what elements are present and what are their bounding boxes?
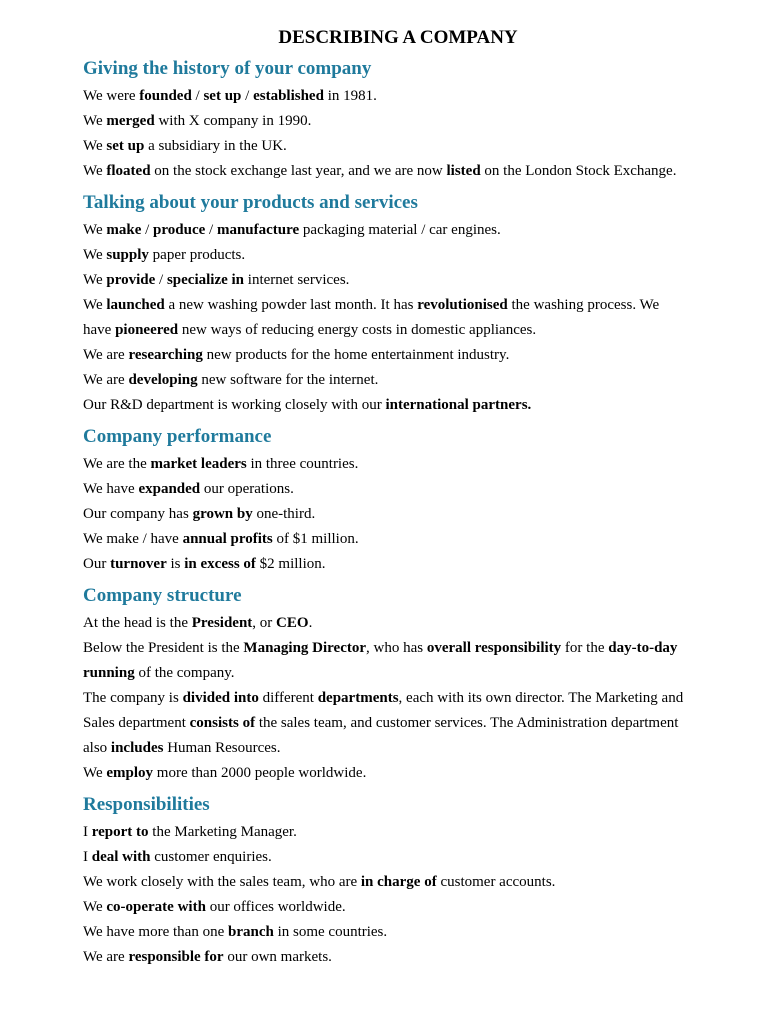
document-title: DESCRIBING A COMPANY <box>278 27 518 48</box>
text-segment: We <box>83 899 107 915</box>
text-segment: We work closely with the sales team, who are <box>83 874 361 890</box>
text-segment: We are <box>83 372 129 388</box>
vocabulary-term: produce <box>153 222 206 238</box>
vocabulary-term: specialize in <box>166 272 245 288</box>
text-segment: the Marketing Manager. <box>148 824 297 840</box>
text-line <box>83 686 713 711</box>
text-segment: We <box>83 113 107 129</box>
vocabulary-term: grown by <box>192 506 253 522</box>
text-segment: / <box>155 272 167 288</box>
text-segment: in three countries. <box>246 456 359 472</box>
vocabulary-term: in excess of <box>184 556 256 572</box>
vocabulary-term: day-to-day <box>608 640 678 656</box>
vocabulary-term: in charge of <box>360 874 437 890</box>
text-segment: Our R&D department is working closely with our <box>83 397 386 413</box>
document-page <box>83 26 713 970</box>
text-segment: We have more than one <box>83 924 228 940</box>
section-heading: Responsibilities <box>83 794 210 815</box>
vocabulary-term: launched <box>106 297 165 313</box>
vocabulary-term: set up <box>106 138 145 154</box>
text-line <box>83 736 713 761</box>
vocabulary-term: CEO <box>276 615 309 631</box>
text-line <box>83 845 713 870</box>
vocabulary-term: developing <box>128 372 198 388</box>
text-line <box>83 820 713 845</box>
text-segment: with X company in 1990. <box>154 113 312 129</box>
vocabulary-term: departments <box>317 690 399 706</box>
text-segment: a subsidiary in the UK. <box>144 138 287 154</box>
vocabulary-term: revolutionised <box>417 297 508 313</box>
text-segment: We have <box>83 481 139 497</box>
text-line <box>83 218 713 243</box>
text-segment: our own markets. <box>223 949 332 965</box>
text-segment: internet services. <box>244 272 350 288</box>
text-line <box>83 134 713 159</box>
text-line <box>83 636 713 661</box>
text-segment: our offices worldwide. <box>205 899 346 915</box>
section-heading: Company performance <box>83 426 272 447</box>
text-line <box>83 661 713 686</box>
text-segment: . <box>308 615 313 631</box>
vocabulary-term: manufacture <box>216 222 300 238</box>
vocabulary-term: pioneered <box>115 322 179 338</box>
vocabulary-term: floated <box>106 163 151 179</box>
text-segment: also <box>83 740 111 756</box>
text-segment: packaging material / car engines. <box>299 222 501 238</box>
text-line <box>83 527 713 552</box>
text-segment: We <box>83 222 107 238</box>
vocabulary-term: provide <box>106 272 156 288</box>
vocabulary-term: founded <box>139 88 192 104</box>
text-segment: Sales department <box>83 715 190 731</box>
text-line <box>83 318 713 343</box>
vocabulary-term: report to <box>91 824 149 840</box>
text-segment: At the head is the <box>83 615 192 631</box>
vocabulary-term: responsible for <box>128 949 224 965</box>
vocabulary-term: consists of <box>189 715 256 731</box>
text-segment: / <box>241 88 254 104</box>
text-segment: different <box>258 690 318 706</box>
vocabulary-term: includes <box>110 740 164 756</box>
text-segment: We <box>83 163 107 179</box>
text-line <box>83 945 713 970</box>
text-segment: new software for the internet. <box>197 372 379 388</box>
vocabulary-term: overall responsibility <box>426 640 562 656</box>
text-segment: is <box>166 556 185 572</box>
text-segment: of the company. <box>134 665 235 681</box>
vocabulary-term: international partners. <box>385 397 532 413</box>
vocabulary-term: expanded <box>138 481 201 497</box>
text-segment: on the stock exchange last year, and we are now <box>150 163 447 179</box>
text-segment: We <box>83 138 107 154</box>
text-line <box>83 477 713 502</box>
section <box>83 418 713 577</box>
text-line <box>83 711 713 736</box>
vocabulary-term: listed <box>446 163 481 179</box>
text-segment: the washing process. We <box>507 297 660 313</box>
text-segment: We <box>83 272 107 288</box>
text-line <box>83 895 713 920</box>
vocabulary-term: set up <box>203 88 242 104</box>
section-heading: Giving the history of your company <box>83 58 372 79</box>
text-segment: in some countries. <box>273 924 388 940</box>
vocabulary-term: researching <box>128 347 203 363</box>
text-segment: Our company has <box>83 506 193 522</box>
text-segment: one-third. <box>252 506 316 522</box>
text-segment: Our <box>83 556 111 572</box>
vocabulary-term: merged <box>106 113 155 129</box>
text-segment: have <box>83 322 116 338</box>
text-segment: of $1 million. <box>272 531 359 547</box>
text-line <box>83 761 713 786</box>
section-heading: Talking about your products and services <box>83 192 418 213</box>
text-segment: We were <box>83 88 140 104</box>
section <box>83 184 713 418</box>
vocabulary-term: annual profits <box>182 531 273 547</box>
text-segment: in 1981. <box>323 88 377 104</box>
text-line <box>83 611 713 636</box>
text-line <box>83 343 713 368</box>
text-segment: $2 million. <box>255 556 326 572</box>
text-segment: a new washing powder last month. It has <box>164 297 418 313</box>
text-segment: , who has <box>366 640 427 656</box>
text-segment: I <box>83 824 92 840</box>
text-line <box>83 109 713 134</box>
text-segment: We <box>83 765 107 781</box>
text-segment: paper products. <box>148 247 246 263</box>
vocabulary-term: branch <box>227 924 274 940</box>
section-heading: Company structure <box>83 585 242 606</box>
text-segment: Below the President is the <box>83 640 244 656</box>
text-segment: We are the <box>83 456 151 472</box>
text-segment: our operations. <box>200 481 294 497</box>
vocabulary-term: supply <box>106 247 149 263</box>
text-line <box>83 502 713 527</box>
vocabulary-term: market leaders <box>150 456 247 472</box>
text-line <box>83 268 713 293</box>
text-segment: I <box>83 849 92 865</box>
vocabulary-term: turnover <box>110 556 167 572</box>
text-segment: , each with its own director. The Marketing and <box>398 690 684 706</box>
section <box>83 50 713 184</box>
vocabulary-term: co-operate with <box>106 899 206 915</box>
text-segment: / <box>205 222 217 238</box>
vocabulary-term: deal with <box>91 849 151 865</box>
vocabulary-term: President <box>191 615 253 631</box>
text-segment: We make / have <box>83 531 183 547</box>
vocabulary-term: divided into <box>182 690 259 706</box>
text-segment: new ways of reducing energy costs in domestic appliances. <box>178 322 537 338</box>
text-line <box>83 870 713 895</box>
text-segment: new products for the home entertainment industry. <box>202 347 510 363</box>
text-segment: the sales team, and customer services. The Administration department <box>255 715 679 731</box>
text-segment: We <box>83 297 107 313</box>
vocabulary-term: running <box>83 665 135 681</box>
vocabulary-term: established <box>253 88 324 104</box>
document-body <box>83 50 713 970</box>
text-segment: Human Resources. <box>163 740 281 756</box>
text-line <box>83 293 713 318</box>
text-line <box>83 920 713 945</box>
vocabulary-term: Managing Director <box>243 640 367 656</box>
section <box>83 786 713 970</box>
text-line <box>83 368 713 393</box>
text-line <box>83 452 713 477</box>
text-line <box>83 243 713 268</box>
text-segment: We are <box>83 347 129 363</box>
text-segment: more than 2000 people worldwide. <box>153 765 367 781</box>
text-segment: , or <box>252 615 277 631</box>
text-segment: for the <box>561 640 609 656</box>
text-segment: / <box>141 222 154 238</box>
text-segment: The company is <box>83 690 183 706</box>
text-segment: / <box>191 88 204 104</box>
text-line <box>83 393 713 418</box>
text-segment: customer accounts. <box>436 874 556 890</box>
text-segment: We are <box>83 949 129 965</box>
text-line <box>83 159 713 184</box>
text-segment: customer enquiries. <box>150 849 272 865</box>
vocabulary-term: employ <box>106 765 154 781</box>
text-line <box>83 552 713 577</box>
text-segment: We <box>83 247 107 263</box>
text-segment: on the London Stock Exchange. <box>480 163 677 179</box>
text-line <box>83 84 713 109</box>
section <box>83 577 713 786</box>
vocabulary-term: make <box>106 222 142 238</box>
